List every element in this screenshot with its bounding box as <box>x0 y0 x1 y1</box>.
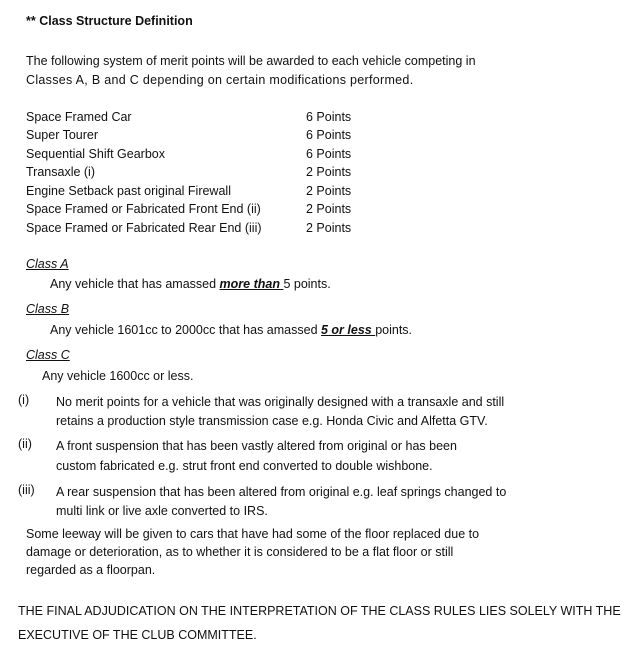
class-a-heading: Class A <box>26 257 69 271</box>
class-b-text-pre: Any vehicle 1601cc to 2000cc that has amassed <box>50 323 321 337</box>
footnote-line: retains a production style transmission case e.g. Honda Civic and Alfetta GTV. <box>56 414 488 428</box>
footnote-line: A rear suspension that has been altered from original e.g. leaf springs changed to <box>56 485 507 499</box>
footnote-number: (i) <box>18 393 30 407</box>
class-b-emphasis: 5 or less <box>321 323 376 337</box>
points-item-value: 6 Points <box>306 147 352 161</box>
footnote-line: No merit points for a vehicle that was originally designed with a transaxle and still <box>56 395 505 409</box>
points-item-value: 2 Points <box>306 221 352 235</box>
footnote-line: multi link or live axle converted to IRS. <box>56 504 268 518</box>
final-statement-line: EXECUTIVE OF THE CLUB COMMITTEE. <box>18 628 257 642</box>
class-b-description <box>50 323 412 337</box>
class-b-heading: Class B <box>26 302 70 316</box>
points-item-value: 2 Points <box>306 184 352 198</box>
footnote-line: custom fabricated e.g. strut front end converted to double wishbone. <box>56 459 433 473</box>
footnote-number: (iii) <box>18 483 35 497</box>
points-item-name: Engine Setback past original Firewall <box>26 184 231 198</box>
points-item-name: Super Tourer <box>26 128 99 142</box>
class-c-description: Any vehicle 1600cc or less. <box>42 369 194 383</box>
points-item-value: 6 Points <box>306 128 352 142</box>
class-b-text-post: points. <box>375 323 413 337</box>
intro-line-2: Classes A, B and C depending on certain modifications performed. <box>26 73 414 87</box>
footnote-line: A front suspension that has been vastly altered from original or has been <box>56 439 457 453</box>
points-item-name: Sequential Shift Gearbox <box>26 147 165 161</box>
points-item-value: 2 Points <box>306 165 352 179</box>
points-item-name: Space Framed Car <box>26 110 132 124</box>
points-item-name: Transaxle (i) <box>26 165 95 179</box>
points-item-name: Space Framed or Fabricated Rear End (iii) <box>26 221 262 235</box>
class-a-text-post: 5 points. <box>283 277 331 291</box>
points-item-value: 6 Points <box>306 110 352 124</box>
leeway-line: Some leeway will be given to cars that have had some of the floor replaced due to <box>26 527 480 541</box>
points-item-name: Space Framed or Fabricated Front End (ii) <box>26 202 261 216</box>
final-statement-line: THE FINAL ADJUDICATION ON THE INTERPRETATION OF THE CLASS RULES LIES SOLELY WITH THE <box>18 604 621 618</box>
points-item-value: 2 Points <box>306 202 352 216</box>
class-a-emphasis: more than <box>219 277 284 291</box>
class-a-text-pre: Any vehicle that has amassed <box>50 277 220 291</box>
footnote-number: (ii) <box>18 437 32 451</box>
leeway-line: regarded as a floorpan. <box>26 563 156 577</box>
class-a-description <box>50 277 331 291</box>
leeway-line: damage or deterioration, as to whether it is considered to be a flat floor or still <box>26 545 454 559</box>
document-title: ** Class Structure Definition <box>26 14 193 28</box>
class-c-heading: Class C <box>26 348 70 362</box>
intro-line-1: The following system of merit points will be awarded to each vehicle competing in <box>26 54 476 68</box>
